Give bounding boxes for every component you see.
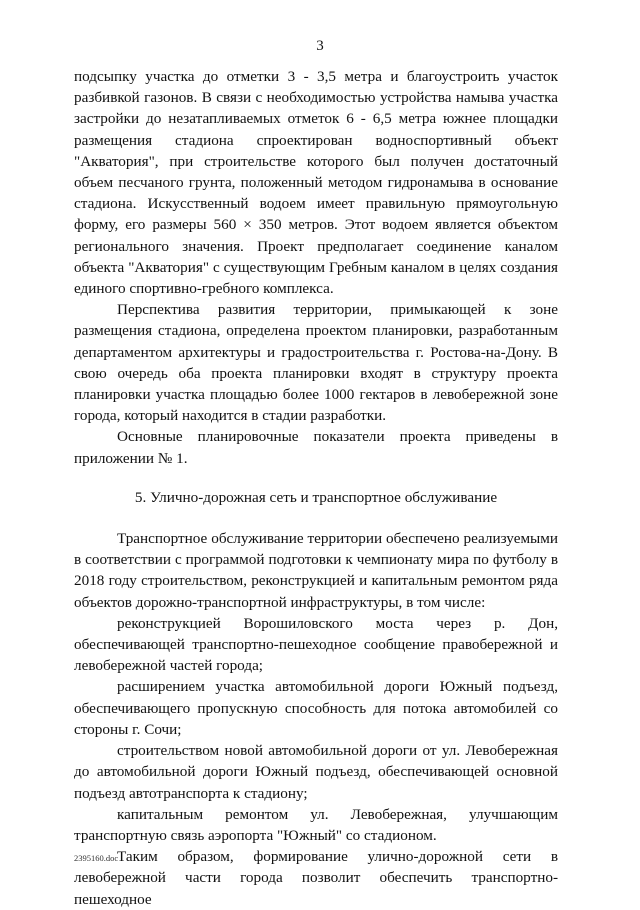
list-item-bridge: реконструкцией Ворошиловского моста через р. Дон, обеспечивающей транспортно-пешеходное сообщение правобережной и левобережной частей города; — [74, 614, 558, 675]
paragraph-conclusion: Таким образом, формирование улично-дорожной сети в левобережной части города позволит обеспечить транспортно-пешеходное — [74, 848, 558, 908]
paragraph-continuation: подсыпку участка до отметки 3 - 3,5 метра и благоустроить участок разбивкой газонов. В связи с необходимостью устройства намыва участка застройки до незатапливаемых отметок 6 - 6,5 метра южнее площадки размещения стадиона спроектирован водноспортивный объект "Акватория", при строительстве которого был получен достаточный объем песчаного грунта, положенный методом гидронамыва в основание стадиона. Искусственный водоем имеет правильную прямоугольную форму, его размеры 560 × 350 метров. Этот водоем является объектом регионального значения. Проект предполагает соединение каналом объекта "Акватория" с существующим Гребным каналом в целях создания единого спортивно-гребного комплекса. — [74, 68, 558, 298]
file-name-footer: 2395160.doc — [74, 853, 119, 863]
paragraph-indicators: Основные планировочные показатели проекта приведены в приложении № 1. — [74, 428, 558, 467]
document-body — [74, 66, 558, 910]
list-item-new-road: строительством новой автомобильной дороги от ул. Левобережная до автомобильной дороги Южный подъезд, обеспечивающей основной подъезд автотранспорта к стадиону; — [74, 742, 558, 802]
paragraph-transport-intro: Транспортное обслуживание территории обеспечено реализуемыми в соответствии с программой подготовки к чемпионату мира по футболу в 2018 году строительством, реконструкцией и капитальным ремонтом ряда объектов дорожно-транспортной инфраструктуры, в том числе: — [74, 530, 558, 611]
page-number: 3 — [316, 38, 324, 54]
section-heading: 5. Улично-дорожная сеть и транспортное обслуживание — [134, 488, 498, 506]
paragraph-perspective: Перспектива развития территории, примыкающей к зоне размещения стадиона, определена проектом планировки, разработанным департаментом архитектуры и градостроительства г. Ростова-на-Дону. В свою очередь оба проекта планировки входят в структуру проекта планировки участка площадью более 1000 гектаров в левобережной зоне города, который находится в стадии разработки. — [74, 301, 558, 425]
list-item-road-widening: расширением участка автомобильной дороги Южный подъезд, обеспечивающего пропускную способность для потока автомобилей со стороны г. Сочи; — [74, 678, 558, 738]
list-item-repair: капитальным ремонтом ул. Левобережная, улучшающим транспортную связь аэропорта "Южный" со стадионом. — [74, 805, 558, 844]
